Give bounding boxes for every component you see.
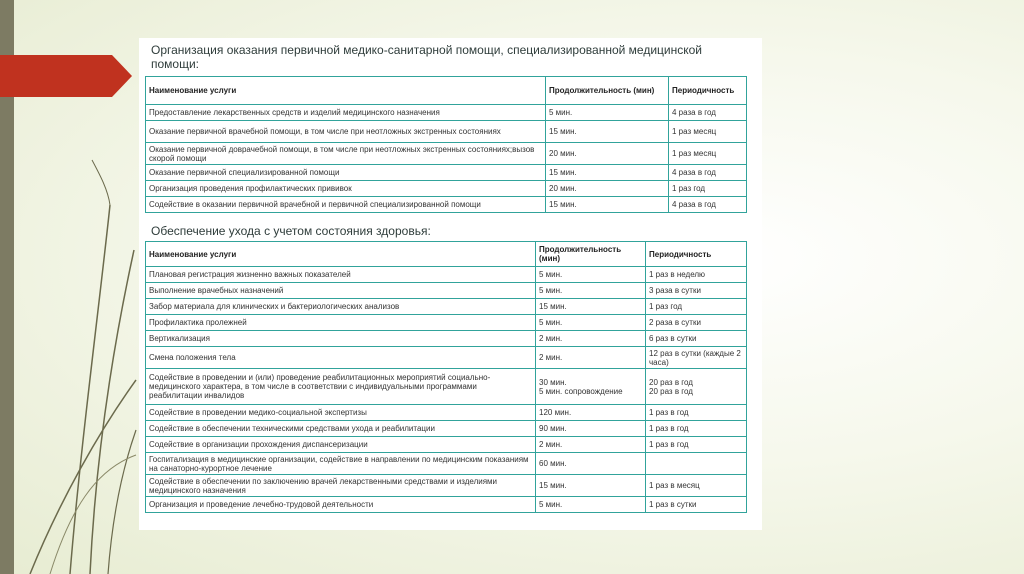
table-row bbox=[146, 497, 747, 513]
service-cell: Содействие в организации прохождения диспансеризации bbox=[146, 437, 536, 453]
service-cell: Госпитализация в медицинские организации, содействие в направлении по медицинским показаниям на санаторно-курортное лечение bbox=[146, 453, 536, 475]
duration-cell: 15 мин. bbox=[536, 299, 646, 315]
service-cell: Забор материала для клинических и бактериологических анализов bbox=[146, 299, 536, 315]
header-cell: Периодичность bbox=[646, 242, 747, 267]
table-row bbox=[146, 143, 747, 165]
frequency-cell: 1 раз месяц bbox=[669, 121, 747, 143]
service-cell: Организация и проведение лечебно-трудовой деятельности bbox=[146, 497, 536, 513]
table-row bbox=[146, 315, 747, 331]
frequency-cell: 1 раз в год bbox=[646, 421, 747, 437]
primary-care-table bbox=[145, 76, 747, 213]
service-cell: Содействие в обеспечении по заключению врачей лекарственными средствами и изделиями медицинского назначения bbox=[146, 475, 536, 497]
duration-cell: 60 мин. bbox=[536, 453, 646, 475]
frequency-cell: 1 раз в год bbox=[646, 405, 747, 421]
duration-cell: 20 мин. bbox=[546, 181, 669, 197]
duration-cell: 2 мин. bbox=[536, 347, 646, 369]
duration-cell: 15 мин. bbox=[546, 121, 669, 143]
table-row bbox=[146, 267, 747, 283]
header-cell: Наименование услуги bbox=[146, 242, 536, 267]
table-row bbox=[146, 299, 747, 315]
frequency-cell: 12 раз в сутки (каждые 2 часа) bbox=[646, 347, 747, 369]
duration-cell: 15 мин. bbox=[536, 475, 646, 497]
service-cell: Плановая регистрация жизненно важных показателей bbox=[146, 267, 536, 283]
duration-cell: 15 мин. bbox=[546, 197, 669, 213]
table-header-row bbox=[146, 242, 747, 267]
service-cell: Профилактика пролежней bbox=[146, 315, 536, 331]
frequency-cell: 2 раза в сутки bbox=[646, 315, 747, 331]
frequency-cell: 4 раза в год bbox=[669, 165, 747, 181]
table-row bbox=[146, 283, 747, 299]
header-cell: Продолжительность (мин) bbox=[536, 242, 646, 267]
frequency-cell: 1 раз в сутки bbox=[646, 497, 747, 513]
duration-cell: 90 мин. bbox=[536, 421, 646, 437]
table-row bbox=[146, 405, 747, 421]
table-row bbox=[146, 181, 747, 197]
red-arrow-marker bbox=[0, 55, 134, 97]
table-row bbox=[146, 437, 747, 453]
duration-cell: 5 мин. bbox=[536, 283, 646, 299]
table-row bbox=[146, 369, 747, 405]
duration-cell: 15 мин. bbox=[546, 165, 669, 181]
service-cell: Предоставление лекарственных средств и изделий медицинского назначения bbox=[146, 105, 546, 121]
table-row bbox=[146, 453, 747, 475]
frequency-cell bbox=[646, 453, 747, 475]
service-cell: Содействие в проведении и (или) проведение реабилитационных мероприятий социально-медицинского характера, в том числе в соответствии с индивидуальными программами реабилитации инвалидов bbox=[146, 369, 536, 405]
duration-cell: 120 мин. bbox=[536, 405, 646, 421]
frequency-cell: 6 раз в сутки bbox=[646, 331, 747, 347]
frequency-cell: 1 раз в год bbox=[646, 437, 747, 453]
service-cell: Содействие в проведении медико-социальной экспертизы bbox=[146, 405, 536, 421]
frequency-cell: 1 раз в неделю bbox=[646, 267, 747, 283]
document-image bbox=[139, 38, 762, 530]
table-header-row bbox=[146, 77, 747, 105]
service-cell: Содействие в оказании первичной врачебной и первичной специализированной помощи bbox=[146, 197, 546, 213]
service-cell: Оказание первичной доврачебной помощи, в том числе при неотложных экстренных состояниях;вызов скорой помощи bbox=[146, 143, 546, 165]
duration-cell: 2 мин. bbox=[536, 437, 646, 453]
frequency-cell: 4 раза в год bbox=[669, 105, 747, 121]
service-cell: Выполнение врачебных назначений bbox=[146, 283, 536, 299]
duration-cell: 2 мин. bbox=[536, 331, 646, 347]
service-cell: Организация проведения профилактических прививок bbox=[146, 181, 546, 197]
table-row bbox=[146, 121, 747, 143]
duration-cell: 20 мин. bbox=[546, 143, 669, 165]
header-cell: Периодичность bbox=[669, 77, 747, 105]
service-cell: Оказание первичной врачебной помощи, в том числе при неотложных экстренных состояниях bbox=[146, 121, 546, 143]
care-services-table bbox=[145, 241, 747, 513]
table-row bbox=[146, 421, 747, 437]
table-row bbox=[146, 105, 747, 121]
table-row bbox=[146, 197, 747, 213]
section1-title: Организация оказания первичной медико-санитарной помощи, специализированной медицинской помощи: bbox=[151, 43, 702, 71]
table-row bbox=[146, 475, 747, 497]
frequency-cell: 3 раза в сутки bbox=[646, 283, 747, 299]
duration-cell: 5 мин. bbox=[536, 315, 646, 331]
table-row bbox=[146, 347, 747, 369]
service-cell: Оказание первичной специализированной помощи bbox=[146, 165, 546, 181]
frequency-cell: 1 раз год bbox=[669, 181, 747, 197]
section2-title: Обеспечение ухода с учетом состояния здоровья: bbox=[151, 224, 431, 238]
frequency-cell: 4 раза в год bbox=[669, 197, 747, 213]
duration-cell: 5 мин. bbox=[536, 267, 646, 283]
duration-cell: 30 мин. 5 мин. сопровождение bbox=[536, 369, 646, 405]
frequency-cell: 1 раз год bbox=[646, 299, 747, 315]
frequency-cell: 1 раз в месяц bbox=[646, 475, 747, 497]
header-cell: Наименование услуги bbox=[146, 77, 546, 105]
table-row bbox=[146, 165, 747, 181]
service-cell: Содействие в обеспечении техническими средствами ухода и реабилитации bbox=[146, 421, 536, 437]
duration-cell: 5 мин. bbox=[546, 105, 669, 121]
service-cell: Вертикализация bbox=[146, 331, 536, 347]
service-cell: Смена положения тела bbox=[146, 347, 536, 369]
header-cell: Продолжительность (мин) bbox=[546, 77, 669, 105]
frequency-cell: 1 раз месяц bbox=[669, 143, 747, 165]
duration-cell: 5 мин. bbox=[536, 497, 646, 513]
frequency-cell: 20 раз в год 20 раз в год bbox=[646, 369, 747, 405]
table-row bbox=[146, 331, 747, 347]
